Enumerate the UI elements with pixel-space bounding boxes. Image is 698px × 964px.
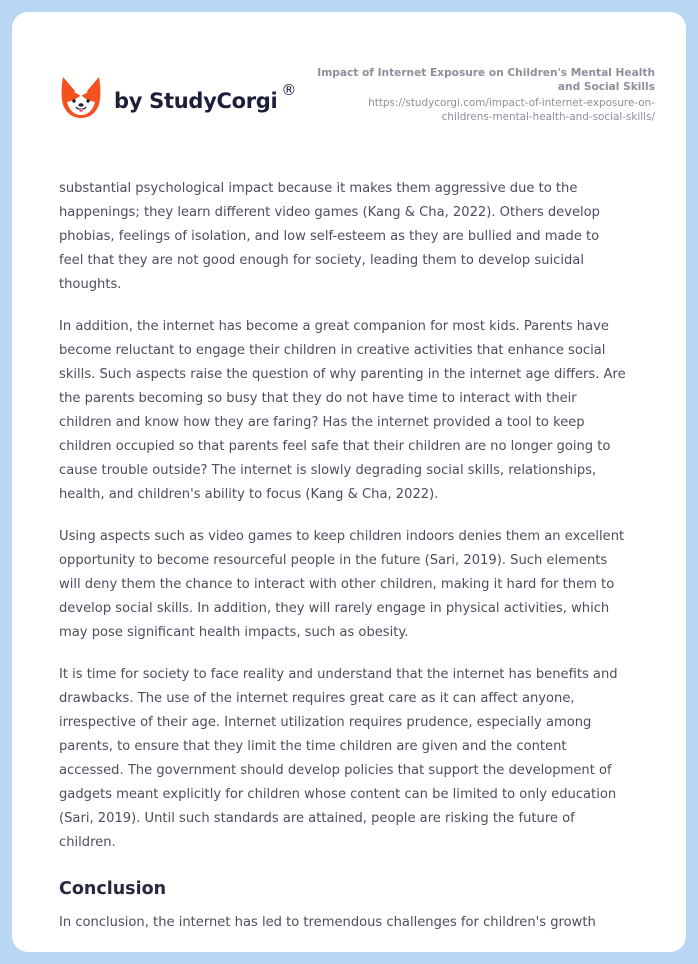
text-line: may pose significant health impacts, such as obesity. <box>59 625 409 640</box>
document-title-line: and Social Skills <box>557 81 655 93</box>
text-line: phobias, feelings of isolation, and low self-esteem as they are bullied and made to <box>59 229 600 244</box>
text-line: develop social skills. In addition, they will rarely engage in physical activities, which <box>59 601 610 616</box>
text-line: substantial psychological impact because it makes them aggressive due to the <box>59 181 578 196</box>
text-line: children occupied so that parents feel safe that their children are no longer going to <box>59 439 611 454</box>
text-line: gadgets meant explicitly for children whose content can be limited to only education <box>59 787 617 802</box>
text-line: In conclusion, the internet has led to tremendous challenges for children's growth <box>59 915 596 930</box>
document-title <box>275 66 655 94</box>
document-url-line: childrens-mental-health-and-social-skills/ <box>441 111 655 123</box>
text-line: become reluctant to engage their children in creative activities that enhance social <box>59 343 606 358</box>
text-line: the parents becoming so busy that they do not have time to interact with their <box>59 391 577 406</box>
paragraph <box>59 177 659 297</box>
corgi-logo-icon <box>60 75 102 119</box>
page-header <box>12 12 686 152</box>
text-line: thoughts. <box>59 277 122 292</box>
text-line: cause trouble outside? The internet is slowly degrading social skills, relationships, <box>59 463 597 478</box>
paragraph <box>59 911 659 935</box>
text-line: irrespective of their age. Internet utilization requires prudence, especially among <box>59 715 592 730</box>
text-line: accessed. The government should develop policies that support the development of <box>59 763 612 778</box>
text-line: Using aspects such as video games to keep children indoors denies them an excellent <box>59 529 625 544</box>
text-line: drawbacks. The use of the internet requires great care as it can affect anyone, <box>59 691 575 706</box>
text-line: skills. Such aspects raise the question of why parenting in the internet age differs. Are <box>59 367 626 382</box>
studycorgi-logo[interactable] <box>60 75 296 119</box>
text-line: health, and children's ability to focus (Kang & Cha, 2022). <box>59 487 439 502</box>
text-line: It is time for society to face reality and understand that the internet has benefits and <box>59 667 618 682</box>
text-line: (Sari, 2019). Until such standards are attained, people are risking the future of <box>59 811 575 826</box>
registered-trademark-icon: ® <box>281 81 297 99</box>
text-line: feel that they are not good enough for society, leading them to develop suicidal <box>59 253 584 268</box>
document-url-link[interactable] <box>275 96 655 124</box>
article-body <box>59 177 659 952</box>
document-meta <box>275 66 655 124</box>
text-line: opportunity to become resourceful people in the future (Sari, 2019). Such elements <box>59 553 608 568</box>
document-page <box>12 12 686 952</box>
document-url-line: https://studycorgi.com/impact-of-internet-exposure-on- <box>368 97 655 109</box>
paragraph <box>59 525 659 645</box>
text-line: children and know how they are faring? Has the internet provided a tool to keep <box>59 415 585 430</box>
logo-text: by StudyCorgi <box>114 89 278 113</box>
section-heading-conclusion: Conclusion <box>59 879 167 899</box>
text-line: will deny them the chance to interact with other children, making it hard for them to <box>59 577 615 592</box>
text-line: In addition, the internet has become a great companion for most kids. Parents have <box>59 319 609 334</box>
text-line: happenings; they learn different video games (Kang & Cha, 2022). Others develop <box>59 205 600 220</box>
text-line: parents, to ensure that they limit the time children are given and the content <box>59 739 567 754</box>
paragraph <box>59 663 659 855</box>
paragraph <box>59 315 659 507</box>
text-line: children. <box>59 835 116 850</box>
document-title-line: Impact of Internet Exposure on Children's Mental Health <box>317 67 655 79</box>
